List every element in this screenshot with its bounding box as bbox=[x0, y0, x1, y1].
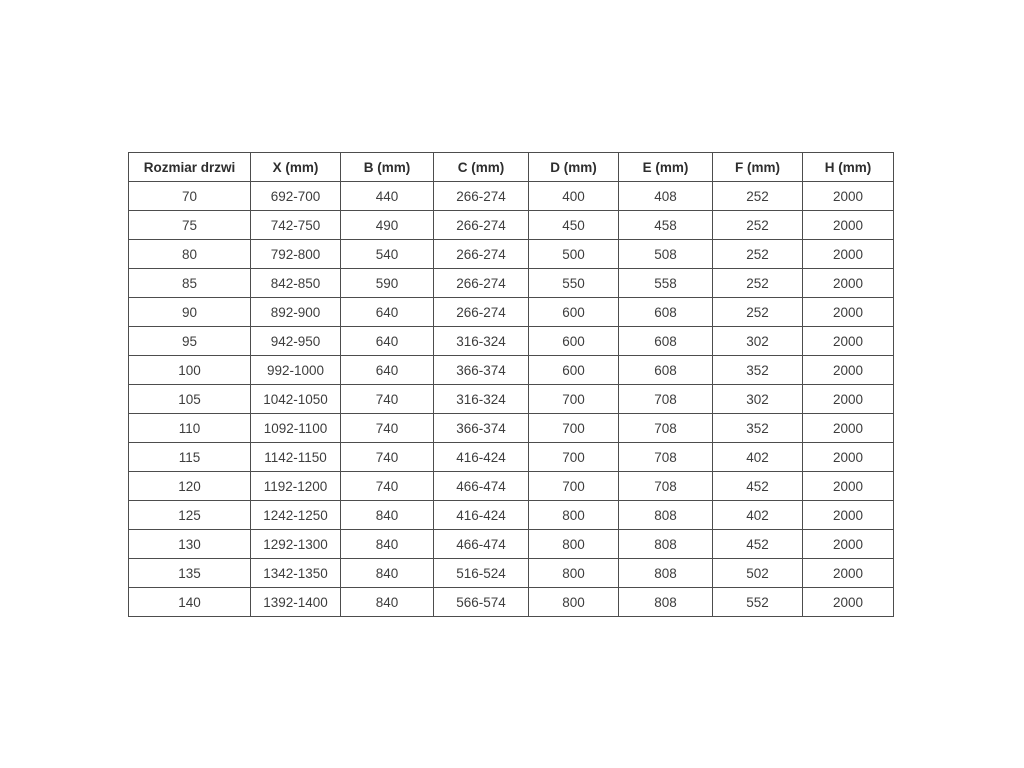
table-header-cell: C (mm) bbox=[434, 153, 529, 182]
table-cell: 252 bbox=[713, 211, 803, 240]
table-header-cell: F (mm) bbox=[713, 153, 803, 182]
table-cell: 502 bbox=[713, 559, 803, 588]
table-cell: 266-274 bbox=[434, 298, 529, 327]
table-header-cell: D (mm) bbox=[529, 153, 619, 182]
table-cell: 402 bbox=[713, 501, 803, 530]
table-row bbox=[129, 501, 894, 530]
table-cell: 2000 bbox=[803, 240, 894, 269]
table-cell: 500 bbox=[529, 240, 619, 269]
table-row bbox=[129, 385, 894, 414]
table-cell: 1042-1050 bbox=[251, 385, 341, 414]
table-row bbox=[129, 269, 894, 298]
table-cell: 90 bbox=[129, 298, 251, 327]
table-cell: 302 bbox=[713, 385, 803, 414]
table-cell: 2000 bbox=[803, 501, 894, 530]
table-cell: 840 bbox=[341, 588, 434, 617]
table-cell: 2000 bbox=[803, 443, 894, 472]
table-cell: 608 bbox=[619, 327, 713, 356]
table-cell: 125 bbox=[129, 501, 251, 530]
table-cell: 800 bbox=[529, 588, 619, 617]
table-cell: 540 bbox=[341, 240, 434, 269]
table-cell: 600 bbox=[529, 298, 619, 327]
table-cell: 692-700 bbox=[251, 182, 341, 211]
door-size-table bbox=[128, 152, 894, 617]
table-cell: 440 bbox=[341, 182, 434, 211]
table-cell: 700 bbox=[529, 385, 619, 414]
table-row bbox=[129, 559, 894, 588]
table-cell: 708 bbox=[619, 443, 713, 472]
table-cell: 800 bbox=[529, 530, 619, 559]
table-cell: 800 bbox=[529, 559, 619, 588]
table-cell: 792-800 bbox=[251, 240, 341, 269]
table-cell: 800 bbox=[529, 501, 619, 530]
table-cell: 130 bbox=[129, 530, 251, 559]
table-body bbox=[129, 182, 894, 617]
table-cell: 740 bbox=[341, 443, 434, 472]
table-cell: 600 bbox=[529, 356, 619, 385]
table-cell: 1192-1200 bbox=[251, 472, 341, 501]
table-cell: 466-474 bbox=[434, 472, 529, 501]
table-cell: 140 bbox=[129, 588, 251, 617]
table-cell: 840 bbox=[341, 559, 434, 588]
table-cell: 1242-1250 bbox=[251, 501, 341, 530]
table-cell: 740 bbox=[341, 472, 434, 501]
table-cell: 266-274 bbox=[434, 211, 529, 240]
table-header-cell: H (mm) bbox=[803, 153, 894, 182]
table-cell: 135 bbox=[129, 559, 251, 588]
table-row bbox=[129, 443, 894, 472]
table-cell: 708 bbox=[619, 472, 713, 501]
table-cell: 266-274 bbox=[434, 240, 529, 269]
table-cell: 2000 bbox=[803, 211, 894, 240]
table-head bbox=[129, 153, 894, 182]
table-header-row bbox=[129, 153, 894, 182]
table-cell: 252 bbox=[713, 298, 803, 327]
table-cell: 110 bbox=[129, 414, 251, 443]
table-cell: 700 bbox=[529, 472, 619, 501]
table-cell: 400 bbox=[529, 182, 619, 211]
table-cell: 366-374 bbox=[434, 356, 529, 385]
table-cell: 252 bbox=[713, 240, 803, 269]
table-cell: 840 bbox=[341, 530, 434, 559]
table-cell: 352 bbox=[713, 414, 803, 443]
table-cell: 552 bbox=[713, 588, 803, 617]
table-cell: 1142-1150 bbox=[251, 443, 341, 472]
table-cell: 452 bbox=[713, 472, 803, 501]
table-cell: 402 bbox=[713, 443, 803, 472]
table-cell: 458 bbox=[619, 211, 713, 240]
table-cell: 842-850 bbox=[251, 269, 341, 298]
table-cell: 608 bbox=[619, 356, 713, 385]
table-row bbox=[129, 298, 894, 327]
table-cell: 516-524 bbox=[434, 559, 529, 588]
table-cell: 2000 bbox=[803, 269, 894, 298]
table-cell: 700 bbox=[529, 414, 619, 443]
table-cell: 2000 bbox=[803, 588, 894, 617]
table-cell: 416-424 bbox=[434, 501, 529, 530]
table-cell: 992-1000 bbox=[251, 356, 341, 385]
table-header-cell: B (mm) bbox=[341, 153, 434, 182]
table-cell: 508 bbox=[619, 240, 713, 269]
table-cell: 115 bbox=[129, 443, 251, 472]
table-cell: 2000 bbox=[803, 414, 894, 443]
table-cell: 892-900 bbox=[251, 298, 341, 327]
table-row bbox=[129, 356, 894, 385]
table-cell: 105 bbox=[129, 385, 251, 414]
table-cell: 640 bbox=[341, 356, 434, 385]
table-cell: 942-950 bbox=[251, 327, 341, 356]
table-cell: 2000 bbox=[803, 298, 894, 327]
table-cell: 808 bbox=[619, 530, 713, 559]
table-cell: 708 bbox=[619, 414, 713, 443]
table-cell: 416-424 bbox=[434, 443, 529, 472]
table-cell: 740 bbox=[341, 385, 434, 414]
table-cell: 608 bbox=[619, 298, 713, 327]
table-cell: 740 bbox=[341, 414, 434, 443]
table-cell: 640 bbox=[341, 327, 434, 356]
table-cell: 408 bbox=[619, 182, 713, 211]
table-header-cell: E (mm) bbox=[619, 153, 713, 182]
table-cell: 75 bbox=[129, 211, 251, 240]
table-row bbox=[129, 327, 894, 356]
table-cell: 566-574 bbox=[434, 588, 529, 617]
table-cell: 808 bbox=[619, 559, 713, 588]
table-cell: 95 bbox=[129, 327, 251, 356]
table-cell: 352 bbox=[713, 356, 803, 385]
table-cell: 452 bbox=[713, 530, 803, 559]
table-cell: 700 bbox=[529, 443, 619, 472]
table-row bbox=[129, 240, 894, 269]
table-row bbox=[129, 530, 894, 559]
table-cell: 550 bbox=[529, 269, 619, 298]
table-cell: 742-750 bbox=[251, 211, 341, 240]
table-cell: 266-274 bbox=[434, 269, 529, 298]
table-cell: 2000 bbox=[803, 530, 894, 559]
table-cell: 2000 bbox=[803, 559, 894, 588]
table-cell: 252 bbox=[713, 182, 803, 211]
table-cell: 466-474 bbox=[434, 530, 529, 559]
table-cell: 1392-1400 bbox=[251, 588, 341, 617]
table-cell: 2000 bbox=[803, 385, 894, 414]
table-cell: 100 bbox=[129, 356, 251, 385]
table-cell: 252 bbox=[713, 269, 803, 298]
table-cell: 640 bbox=[341, 298, 434, 327]
table-cell: 2000 bbox=[803, 472, 894, 501]
table-cell: 120 bbox=[129, 472, 251, 501]
table-cell: 1292-1300 bbox=[251, 530, 341, 559]
table-cell: 70 bbox=[129, 182, 251, 211]
table-cell: 600 bbox=[529, 327, 619, 356]
table-cell: 2000 bbox=[803, 356, 894, 385]
table-cell: 808 bbox=[619, 501, 713, 530]
table-cell: 708 bbox=[619, 385, 713, 414]
table-cell: 80 bbox=[129, 240, 251, 269]
table-cell: 2000 bbox=[803, 182, 894, 211]
table-cell: 840 bbox=[341, 501, 434, 530]
table-cell: 266-274 bbox=[434, 182, 529, 211]
table-row bbox=[129, 414, 894, 443]
table-row bbox=[129, 472, 894, 501]
table-header-cell: X (mm) bbox=[251, 153, 341, 182]
table-cell: 450 bbox=[529, 211, 619, 240]
table-cell: 1342-1350 bbox=[251, 559, 341, 588]
table-row bbox=[129, 211, 894, 240]
table-cell: 316-324 bbox=[434, 327, 529, 356]
table-cell: 316-324 bbox=[434, 385, 529, 414]
table-cell: 366-374 bbox=[434, 414, 529, 443]
table-cell: 302 bbox=[713, 327, 803, 356]
table-cell: 808 bbox=[619, 588, 713, 617]
table-header-cell: Rozmiar drzwi bbox=[129, 153, 251, 182]
table-cell: 558 bbox=[619, 269, 713, 298]
table-cell: 2000 bbox=[803, 327, 894, 356]
table-row bbox=[129, 182, 894, 211]
table-cell: 490 bbox=[341, 211, 434, 240]
table-row bbox=[129, 588, 894, 617]
table-cell: 590 bbox=[341, 269, 434, 298]
table-cell: 1092-1100 bbox=[251, 414, 341, 443]
table-cell: 85 bbox=[129, 269, 251, 298]
